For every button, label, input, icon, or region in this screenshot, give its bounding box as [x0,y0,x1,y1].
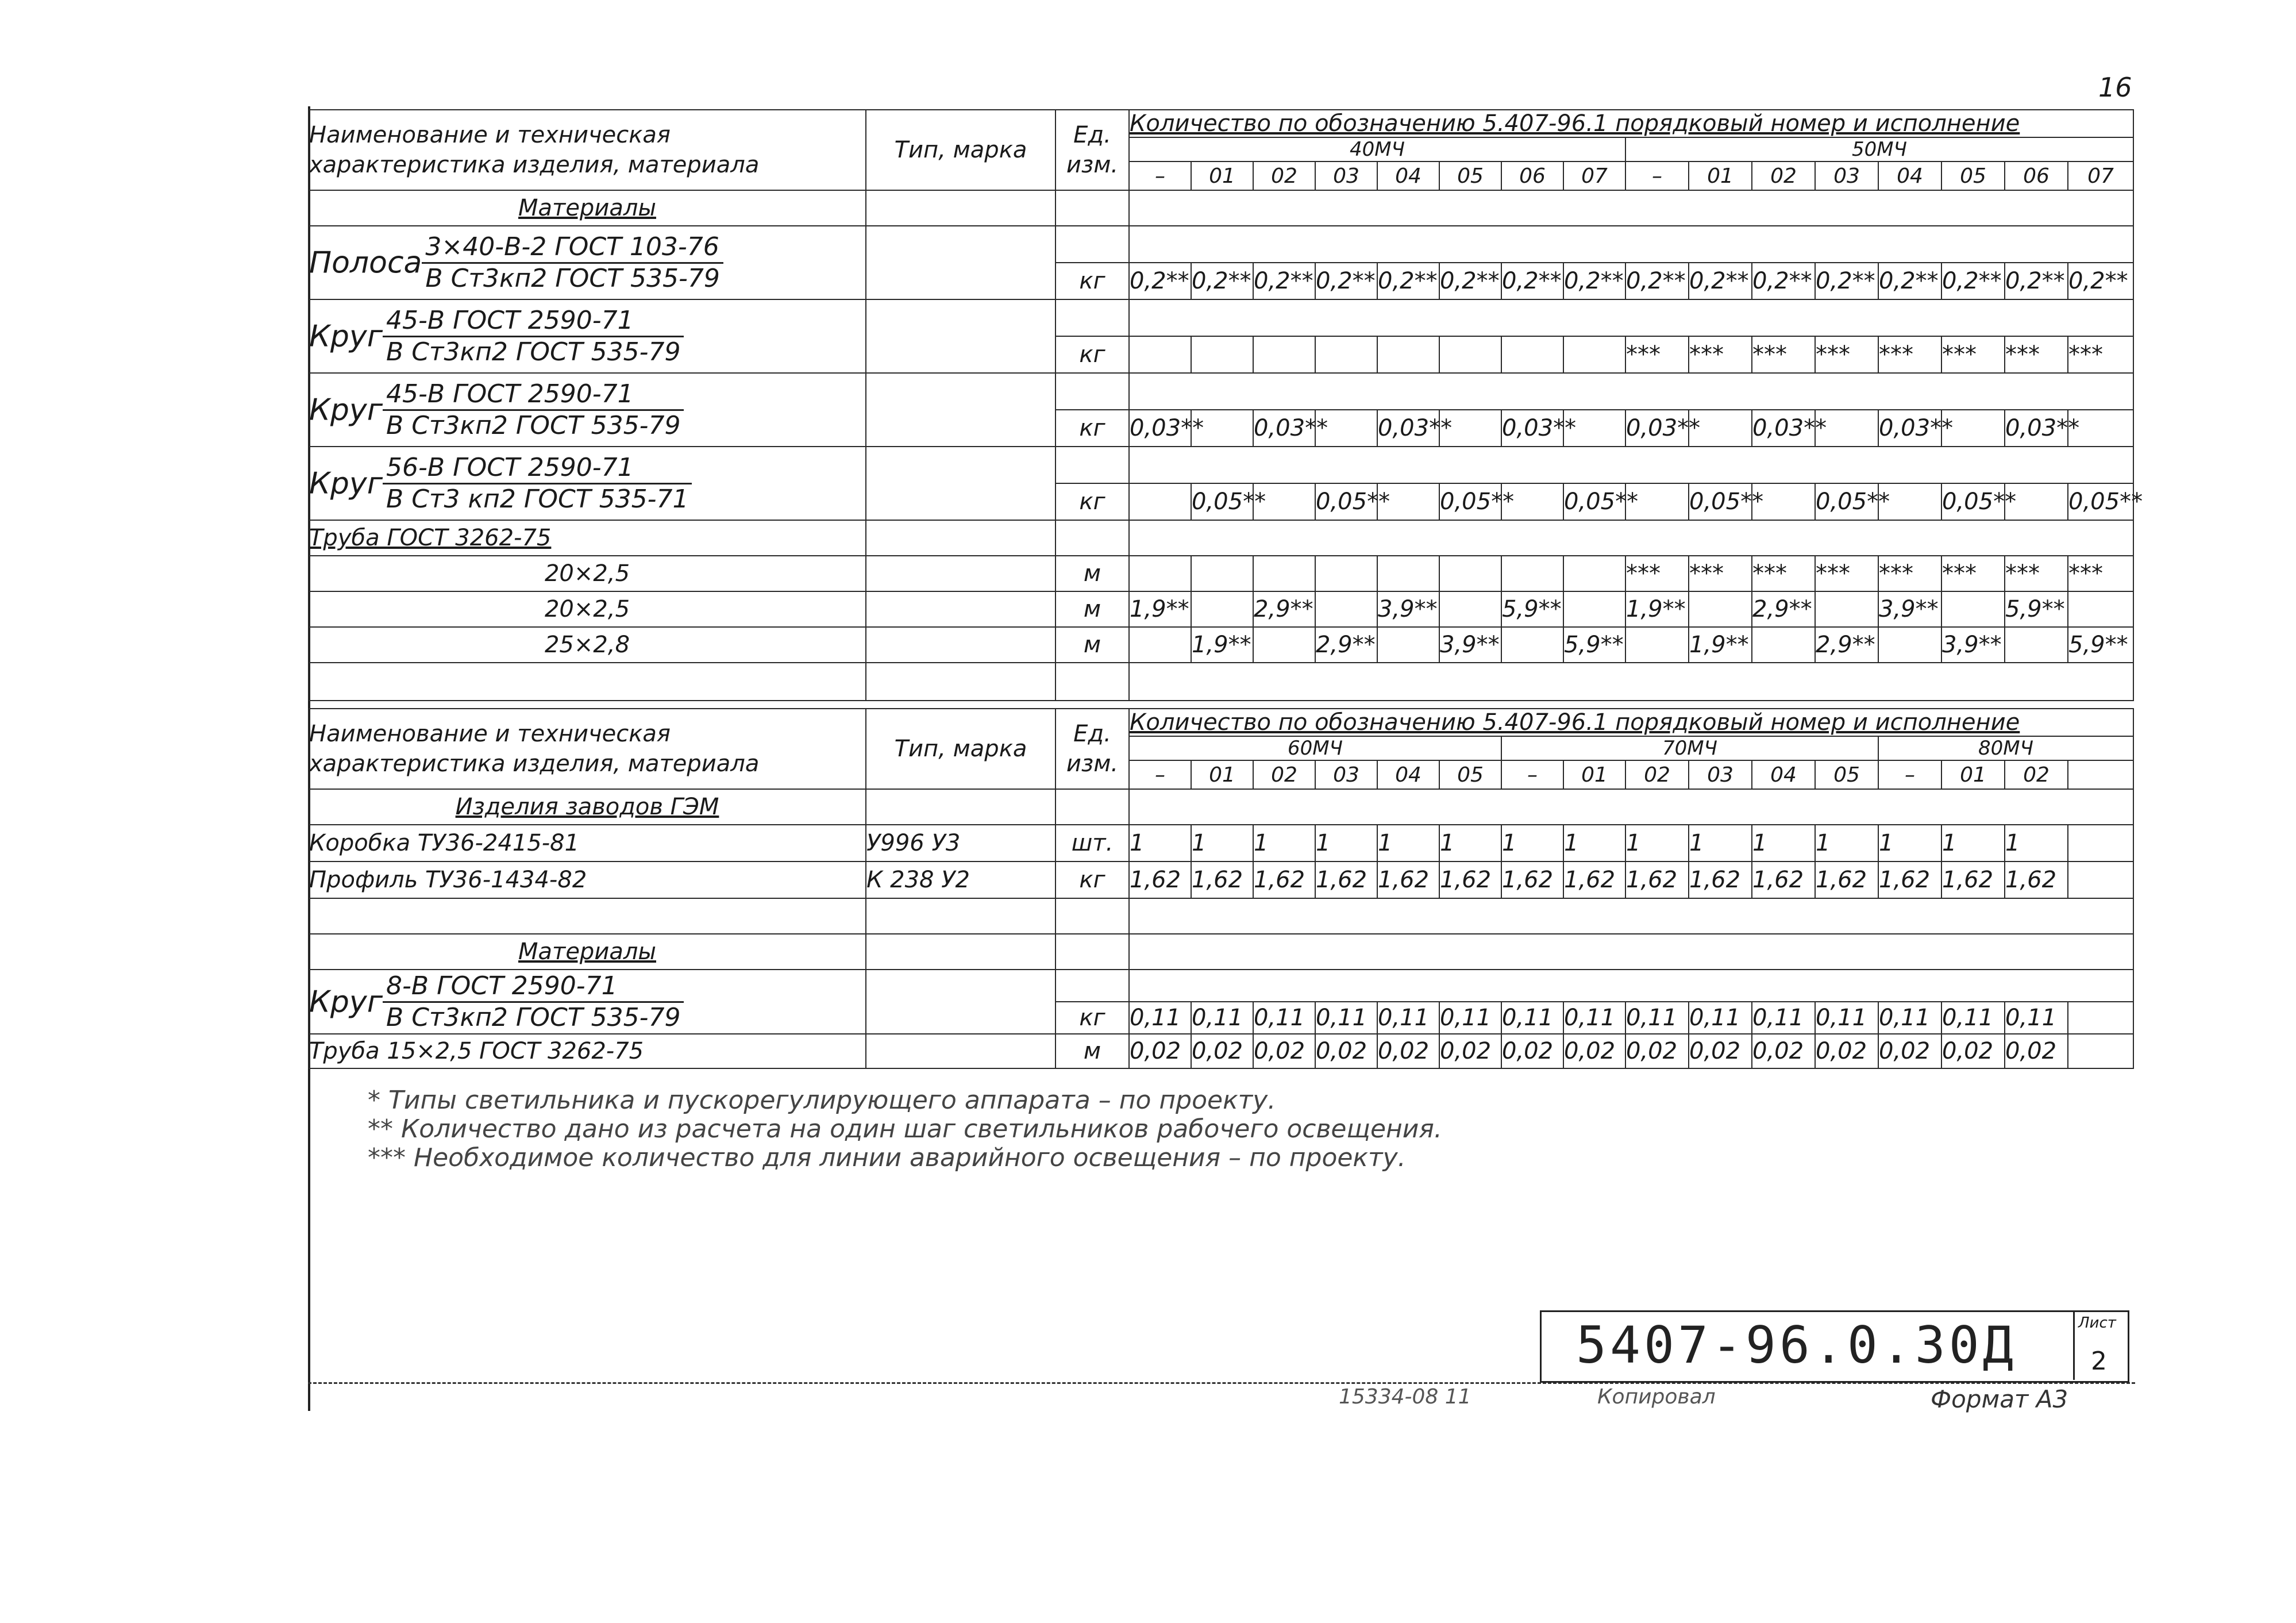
quantity-cell: 3,9** [1439,627,1501,663]
quantity-cell: 0,02 [1501,1034,1563,1068]
quantity-cell: 1 [1377,825,1439,862]
header-name: Наименование и техническая характеристика изделия, материала [309,709,866,789]
column-header: 02 [1253,760,1315,789]
quantity-cell: 1,62 [1941,862,2005,898]
quantity-cell [1563,556,1625,591]
quantity-cell: *** [1941,556,2005,591]
quantity-cell: 0,05** [1815,483,1878,520]
column-header: 06 [2005,161,2068,190]
quantity-cell: 1,62 [1377,862,1439,898]
quantity-cell: 1,9** [1689,627,1752,663]
quantity-cell: 1,62 [2005,862,2068,898]
quantity-cell: 0,02 [1129,1034,1191,1068]
quantity-cell [1191,336,1253,373]
spec-numerator: 3×40-В-2 ГОСТ 103-76 [422,232,723,264]
material-spec [383,306,684,367]
unit-cell: кг [1055,410,1129,447]
unit-cell: м [1055,627,1129,663]
column-header: 02 [1253,161,1315,190]
section-materials-2: Материалы [309,934,866,970]
column-header: 02 [1625,760,1689,789]
quantity-cell [2068,591,2133,627]
table-row [309,825,2133,862]
quantity-cell: 0,11 [1377,1002,1439,1034]
table-row [309,226,2133,263]
quantity-cell: 1,62 [1439,862,1501,898]
quantity-cell [1191,591,1253,627]
quantity-cell: 0,05** [1563,483,1625,520]
unit-cell: м [1055,1034,1129,1068]
quantity-cell: 0,02 [1752,1034,1815,1068]
material-spec [422,232,723,294]
table-row [309,627,2133,663]
note-3: *** Необходимое количество для линии аварийного освещения – по проекту. [368,1143,1406,1172]
quantity-cell [1377,556,1439,591]
quantity-cell: 0,2** [1191,263,1253,299]
quantity-cell: 1 [1129,825,1191,862]
quantity-cell: 1 [2005,825,2068,862]
column-header: 04 [1878,161,1941,190]
note-1: * Типы светильника и пускорегулирующего аппарата – по проекту. [368,1086,1276,1115]
quantity-cell [1129,556,1191,591]
quantity-cell [2068,1002,2133,1034]
quantity-cell: 2,9** [1752,591,1815,627]
quantity-cell: 1 [1752,825,1815,862]
quantity-cell: 0,05** [1191,483,1253,520]
material-name [309,970,866,1034]
quantity-cell [1253,556,1315,591]
column-header: 01 [1563,760,1625,789]
quantity-cell: 1,62 [1315,862,1377,898]
unit-cell: кг [1055,1002,1129,1034]
pipe-title: Труба ГОСТ 3262-75 [309,520,866,556]
spec-numerator: 8-В ГОСТ 2590-71 [383,971,684,1003]
table-row [309,1034,2133,1068]
column-header: – [1878,760,1941,789]
quantity-cell: *** [1878,336,1941,373]
quantity-cell [1315,336,1377,373]
column-header: 05 [1439,161,1501,190]
material-spec [383,971,684,1033]
quantity-cell: 1,62 [1191,862,1253,898]
quantity-cell: 2,9** [1815,627,1878,663]
quantity-cell: 1 [1941,825,2005,862]
quantity-cell [2068,825,2133,862]
title-block-stamp [1540,1310,2129,1383]
spec-denominator: В Ст3кп2 ГОСТ 535-79 [425,263,720,293]
quantity-cell [1315,556,1377,591]
quantity-cell: 0,11 [1315,1002,1377,1034]
notes-block [368,1086,1442,1172]
spec-denominator: В Ст3кп2 ГОСТ 535-79 [386,410,681,440]
quantity-cell: *** [1625,556,1689,591]
column-header: – [1129,161,1191,190]
header-unit: Ед. изм. [1055,709,1129,789]
group-80mch: 80МЧ [1878,736,2133,760]
header-name: Наименование и техническая характеристика изделия, материала [309,110,866,190]
quantity-cell: 5,9** [2068,627,2133,663]
quantity-cell: 0,11 [1815,1002,1878,1034]
quantity-cell: 1,62 [1501,862,1563,898]
quantity-cell: *** [1689,336,1752,373]
quantity-cell: 0,02 [1815,1034,1878,1068]
quantity-cell [1315,591,1377,627]
copied-by: Копировал [1597,1385,1716,1409]
quantity-cell: 1 [1625,825,1689,862]
unit-cell: м [1055,591,1129,627]
quantity-cell: 1,62 [1815,862,1878,898]
item-type: У996 У3 [866,825,1055,862]
quantity-cell: 0,11 [1941,1002,2005,1034]
quantity-cell: 0,11 [1191,1002,1253,1034]
quantity-cell: 0,11 [1563,1002,1625,1034]
quantity-cell: 0,03** [2005,410,2068,447]
quantity-cell: 0,11 [1878,1002,1941,1034]
quantity-cell [2005,627,2068,663]
column-header: 05 [1941,161,2005,190]
table-row [309,447,2133,483]
quantity-cell: *** [1815,336,1878,373]
material-name [309,373,866,447]
quantity-cell: 5,9** [1563,627,1625,663]
material-label: Полоса [309,245,422,280]
quantity-cell: 0,05** [1689,483,1752,520]
quantity-cell: 3,9** [1941,627,2005,663]
column-header: 01 [1191,161,1253,190]
quantity-cell: 0,2** [1439,263,1501,299]
header-quantity: Количество по обозначению 5.407-96.1 порядковый номер и исполнение [1129,709,2133,736]
unit-cell: кг [1055,483,1129,520]
quantity-cell: 1,9** [1129,591,1191,627]
quantity-cell: 2,9** [1315,627,1377,663]
quantity-cell: *** [1941,336,2005,373]
spec-denominator: В Ст3кп2 ГОСТ 535-79 [386,1002,681,1032]
quantity-cell: 0,11 [2005,1002,2068,1034]
quantity-cell: 0,02 [1439,1034,1501,1068]
column-header: 03 [1815,161,1878,190]
item-type: К 238 У2 [866,862,1055,898]
quantity-cell: *** [2005,336,2068,373]
material-label: Круг [309,466,383,501]
quantity-cell: 0,02 [1563,1034,1625,1068]
document-code: 5407-96.0.30Д [1576,1316,2017,1375]
quantity-cell [1129,336,1191,373]
table-row [309,373,2133,410]
column-header: 04 [1752,760,1815,789]
quantity-cell: 0,03** [1501,410,1563,447]
quantity-cell: *** [1752,556,1815,591]
column-header: 03 [1689,760,1752,789]
page-number: 16 [2098,72,2132,103]
quantity-cell: *** [1625,336,1689,373]
unit-cell: кг [1055,336,1129,373]
column-header: 06 [1501,161,1563,190]
column-header: – [1625,161,1689,190]
quantity-cell: 0,2** [1377,263,1439,299]
column-header: 01 [1191,760,1253,789]
unit-cell: кг [1055,862,1129,898]
unit-cell: шт. [1055,825,1129,862]
spec-numerator: 45-В ГОСТ 2590-71 [383,379,684,411]
quantity-cell: *** [2068,336,2133,373]
quantity-cell [1878,627,1941,663]
column-header: 05 [1439,760,1501,789]
spec-denominator: В Ст3кп2 ГОСТ 535-79 [386,337,681,367]
quantity-cell: *** [1815,556,1878,591]
column-header [2068,760,2133,789]
quantity-cell: 0,02 [1377,1034,1439,1068]
quantity-cell: 1 [1315,825,1377,862]
quantity-cell [1563,336,1625,373]
quantity-cell [1815,591,1878,627]
quantity-cell: 1 [1501,825,1563,862]
quantity-cell: 0,02 [2005,1034,2068,1068]
material-label: Круг [309,393,383,427]
material-name [309,226,866,299]
column-header: 04 [1377,760,1439,789]
quantity-cell: 0,2** [2068,263,2133,299]
column-header: 05 [1815,760,1878,789]
quantity-cell: 1 [1439,825,1501,862]
quantity-cell: 0,11 [1501,1002,1563,1034]
quantity-cell: 0,02 [1878,1034,1941,1068]
quantity-cell [1752,627,1815,663]
quantity-cell: 0,05** [2068,483,2133,520]
quantity-cell [1439,336,1501,373]
header-quantity: Количество по обозначению 5.407-96.1 порядковый номер и исполнение [1129,110,2133,137]
header-type: Тип, марка [866,709,1055,789]
quantity-cell: 0,03** [1129,410,1191,447]
quantity-cell [1625,627,1689,663]
quantity-cell: 0,03** [1253,410,1315,447]
quantity-cell: *** [1689,556,1752,591]
quantity-cell [1191,556,1253,591]
quantity-cell: 0,11 [1689,1002,1752,1034]
quantity-cell: 1,62 [1689,862,1752,898]
sheet-number: 2 [2091,1347,2107,1376]
quantity-cell: 5,9** [2005,591,2068,627]
quantity-cell: 0,02 [1625,1034,1689,1068]
column-header: 01 [1689,161,1752,190]
quantity-cell: 0,05** [1439,483,1501,520]
header-unit: Ед. изм. [1055,110,1129,190]
quantity-cell: 0,2** [1563,263,1625,299]
quantity-cell [2068,862,2133,898]
spec-numerator: 56-В ГОСТ 2590-71 [383,453,692,484]
column-header: 02 [2005,760,2068,789]
table-row [309,970,2133,1002]
item-name: Коробка ТУ36-2415-81 [309,825,866,862]
quantity-cell [1689,591,1752,627]
material-name [309,447,866,520]
column-header: 03 [1315,760,1377,789]
quantity-cell [1129,483,1191,520]
quantity-cell: *** [2005,556,2068,591]
material-name [309,299,866,373]
quantity-cell: 0,02 [1315,1034,1377,1068]
quantity-cell [1563,591,1625,627]
quantity-cell: 0,03** [1878,410,1941,447]
quantity-cell: 1 [1878,825,1941,862]
quantity-cell: 5,9** [1501,591,1563,627]
inventory-number: 15334-08 11 [1339,1385,1471,1409]
section-gem-products: Изделия заводов ГЭМ [309,789,866,825]
quantity-cell: 0,2** [1129,263,1191,299]
column-header: 04 [1377,161,1439,190]
quantity-cell: 1,9** [1191,627,1253,663]
quantity-cell: 0,2** [1941,263,2005,299]
quantity-cell: 1,62 [1752,862,1815,898]
quantity-cell: *** [1752,336,1815,373]
quantity-cell [1439,556,1501,591]
quantity-cell [1253,336,1315,373]
quantity-cell: 0,03** [1377,410,1439,447]
table-row [309,862,2133,898]
quantity-cell: 1 [1253,825,1315,862]
specification-table-1 [308,109,2143,701]
quantity-cell: 1,62 [1563,862,1625,898]
quantity-cell [1439,591,1501,627]
quantity-cell: 0,02 [1941,1034,2005,1068]
quantity-cell: 0,2** [2005,263,2068,299]
material-spec [383,453,692,514]
quantity-cell: 0,11 [1752,1002,1815,1034]
quantity-cell: 3,9** [1878,591,1941,627]
quantity-cell: 0,05** [1941,483,2005,520]
quantity-cell: 1 [1191,825,1253,862]
quantity-cell: 0,11 [1439,1002,1501,1034]
spec-numerator: 45-В ГОСТ 2590-71 [383,306,684,337]
material-label: Круг [309,319,383,353]
table-row [309,591,2133,627]
quantity-cell: 0,02 [1253,1034,1315,1068]
sheet-box [2073,1312,2128,1380]
quantity-cell: 0,11 [1625,1002,1689,1034]
item-name: Труба 15×2,5 ГОСТ 3262-75 [309,1034,866,1068]
quantity-cell: 1,9** [1625,591,1689,627]
section-materials: Материалы [309,190,866,226]
format-label: Формат А3 [1931,1385,2068,1413]
quantity-cell: 0,2** [1625,263,1689,299]
table-row [309,299,2133,336]
quantity-cell: *** [2068,556,2133,591]
quantity-cell: 1,62 [1129,862,1191,898]
column-header: 03 [1315,161,1377,190]
unit-cell: кг [1055,263,1129,299]
quantity-cell [1501,556,1563,591]
quantity-cell: 0,03** [1752,410,1815,447]
quantity-cell: 0,11 [1253,1002,1315,1034]
quantity-cell: 0,05** [1315,483,1377,520]
spec-denominator: В Ст3 кп2 ГОСТ 535-71 [386,484,689,514]
quantity-cell [1941,591,2005,627]
material-label: Круг [309,984,383,1019]
quantity-cell: 1 [1563,825,1625,862]
quantity-cell [1501,336,1563,373]
quantity-cell: 1,62 [1253,862,1315,898]
quantity-cell: *** [1878,556,1941,591]
note-2: ** Количество дано из расчета на один шаг светильников рабочего освещения. [368,1114,1442,1144]
quantity-cell: 0,2** [1689,263,1752,299]
quantity-cell: 0,2** [1752,263,1815,299]
quantity-cell: 0,02 [1689,1034,1752,1068]
pipe-size: 25×2,8 [309,627,866,663]
column-header: 07 [2068,161,2133,190]
quantity-cell [1129,627,1191,663]
quantity-cell: 1 [1689,825,1752,862]
quantity-cell [1377,336,1439,373]
group-60mch: 60МЧ [1129,736,1501,760]
pipe-size: 20×2,5 [309,556,866,591]
quantity-cell: 1 [1815,825,1878,862]
specification-table-2 [308,708,2134,1069]
column-header: 02 [1752,161,1815,190]
item-name: Профиль ТУ36-1434-82 [309,862,866,898]
quantity-cell [2068,1034,2133,1068]
quantity-cell [1501,627,1563,663]
unit-cell: м [1055,556,1129,591]
group-50mch: 50МЧ [1625,137,2133,161]
quantity-cell: 2,9** [1253,591,1315,627]
quantity-cell: 0,03** [1625,410,1689,447]
group-70mch: 70МЧ [1501,736,1878,760]
quantity-cell: 1,62 [1878,862,1941,898]
pipe-size: 20×2,5 [309,591,866,627]
quantity-cell: 0,11 [1129,1002,1191,1034]
quantity-cell: 0,2** [1501,263,1563,299]
table-row [309,556,2133,591]
column-header: 01 [1941,760,2005,789]
quantity-cell: 0,2** [1315,263,1377,299]
quantity-cell: 1,62 [1625,862,1689,898]
column-header: – [1129,760,1191,789]
quantity-cell: 3,9** [1377,591,1439,627]
quantity-cell [1253,627,1315,663]
quantity-cell [1377,627,1439,663]
group-40mch: 40МЧ [1129,137,1625,161]
quantity-cell: 0,2** [1253,263,1315,299]
quantity-cell: 0,02 [1191,1034,1253,1068]
column-header: 07 [1563,161,1625,190]
header-type: Тип, марка [866,110,1055,190]
quantity-cell: 0,2** [1878,263,1941,299]
column-header: – [1501,760,1563,789]
material-spec [383,379,684,441]
sheet-label: Лист [2078,1314,2116,1332]
quantity-cell: 0,2** [1815,263,1878,299]
